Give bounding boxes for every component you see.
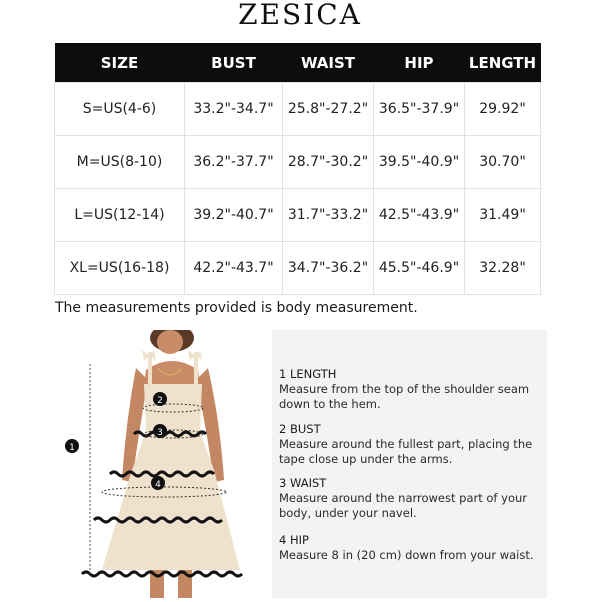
header-size: SIZE (55, 43, 185, 83)
cell-waist: 25.8"-27.2" (283, 83, 374, 136)
size-chart-table (54, 43, 541, 295)
header-waist: WAIST (283, 43, 374, 83)
instruction-waist (279, 476, 541, 521)
marker-1-icon (65, 439, 79, 453)
face-shape (157, 330, 183, 354)
marker-2-icon (153, 392, 167, 406)
measurement-note: The measurements provided is body measurement. (55, 300, 418, 316)
marker-3-label: 3 (157, 428, 163, 438)
instruction-bust (279, 422, 541, 467)
cell-length: 29.92" (465, 83, 541, 136)
shoulders-shape (144, 361, 200, 386)
cell-waist: 34.7"-36.2" (283, 242, 374, 295)
instruction-title: 2 BUST (279, 422, 321, 436)
instruction-title: 4 HIP (279, 533, 309, 547)
instruction-body: Measure around the narrowest part of your body, under your navel. (279, 491, 527, 520)
cell-size: XL=US(16-18) (55, 242, 185, 295)
brand-logo: ZESICA (238, 0, 362, 31)
cell-size: M=US(8-10) (55, 136, 185, 189)
cell-length: 31.49" (465, 189, 541, 242)
cell-hip: 39.5"-40.9" (374, 136, 465, 189)
table-row (55, 242, 541, 295)
marker-3-icon (153, 424, 167, 438)
cell-size: S=US(4-6) (55, 83, 185, 136)
instruction-length (279, 367, 541, 412)
dress-illustration (54, 330, 266, 598)
instruction-title: 1 LENGTH (279, 367, 337, 381)
header-bust: BUST (185, 43, 283, 83)
cell-hip: 45.5"-46.9" (374, 242, 465, 295)
instruction-body: Measure from the top of the shoulder seam down to the hem. (279, 382, 530, 411)
instruction-title: 3 WAIST (279, 476, 327, 490)
table-row (55, 136, 541, 189)
header-length: LENGTH (465, 43, 541, 83)
cell-size: L=US(12-14) (55, 189, 185, 242)
marker-2-label: 2 (157, 396, 163, 406)
header-hip: HIP (374, 43, 465, 83)
bodice-shape (144, 384, 202, 432)
cell-length: 30.70" (465, 136, 541, 189)
instruction-body: Measure 8 in (20 cm) down from your waist. (279, 548, 534, 562)
cell-bust: 36.2"-37.7" (185, 136, 283, 189)
table-row (55, 83, 541, 136)
cell-waist: 31.7"-33.2" (283, 189, 374, 242)
cell-waist: 28.7"-30.2" (283, 136, 374, 189)
cell-bust: 33.2"-34.7" (185, 83, 283, 136)
marker-4-label: 4 (155, 480, 161, 490)
table-row (55, 189, 541, 242)
cell-length: 32.28" (465, 242, 541, 295)
cell-hip: 36.5"-37.9" (374, 83, 465, 136)
cell-bust: 42.2"-43.7" (185, 242, 283, 295)
marker-1-label: 1 (69, 443, 75, 453)
cell-hip: 42.5"-43.9" (374, 189, 465, 242)
instruction-body: Measure around the fullest part, placing the tape close up under the arms. (279, 437, 533, 466)
measurement-instructions-panel (272, 330, 547, 598)
instruction-hip (279, 533, 541, 563)
table-header-row (55, 43, 541, 83)
marker-4-icon (151, 476, 165, 490)
cell-bust: 39.2"-40.7" (185, 189, 283, 242)
